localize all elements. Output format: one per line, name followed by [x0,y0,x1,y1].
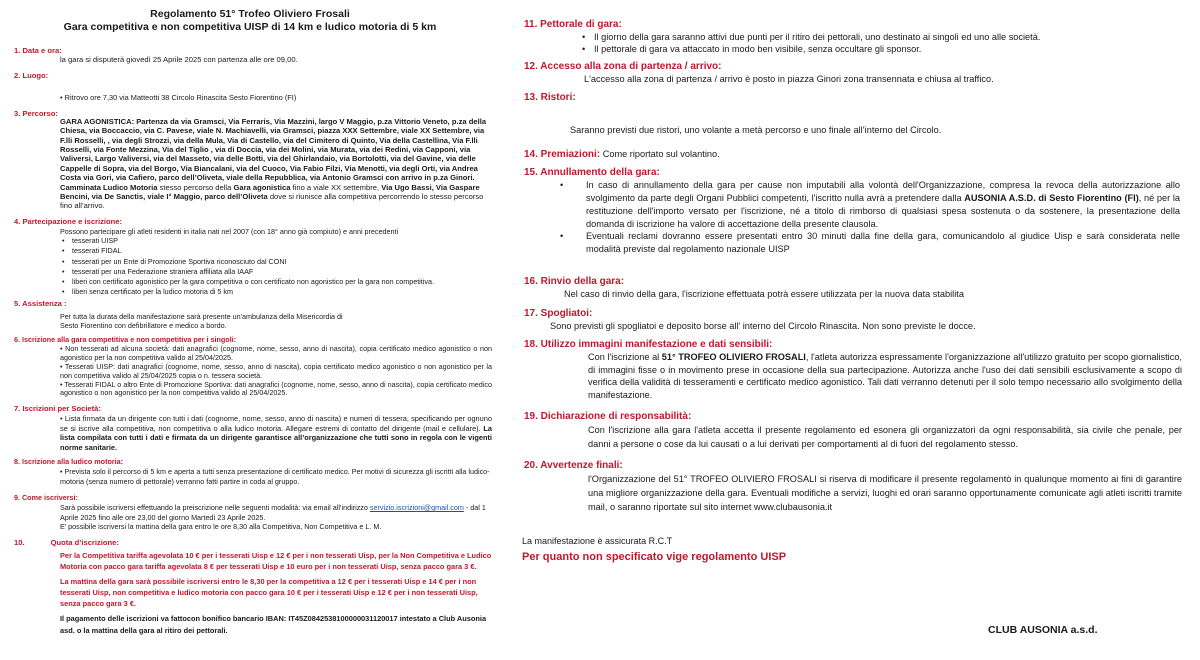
section-heading-row [14,538,500,548]
list-item: • Il pettorale di gara va attaccato in modo ben visibile, senza occultare gli sponsor. [588,43,1180,55]
list-item: • Eventuali reclami dovranno essere presentati entro 30 minuti dalla fine della gara, comunicandolo al giudice Uisp e sarà considerata nelle modalità previste dal regolamento nazionale UISP [560,230,1180,256]
fee-advance: Per la Competitiva tariffa agevolata 10 € per i tesserati Uisp e 12 € per i non tesserati Uisp, per la Non Competitiva e Ludico Motoria con pacco gara tariffa agevolata 8 € per tesserati Uisp e 10 euro per i non tesserati Uisp, senza pacco gara 3 €. [60,550,492,572]
section-text: Con l'iscrizione al [588,352,662,363]
list-item: • tesserati FIDAL [60,246,492,256]
section-heading: 6. Iscrizione alla gara competitiva e non competitiva per i singoli: [14,335,237,345]
camminata-text: fino a viale XX settembre, [290,182,382,192]
section-text-bold: 51° TROFEO OLIVIERO FROSALI [661,352,806,363]
section-text: la gara si disputerà giovedì 25 Aprile 2025 con partenza alle ore 09,00. [60,55,298,64]
list-item: • liberi con certificato agonistico per la gara competitiva o con certificato non agonistico per la gara non competitiva. [60,277,492,287]
section-text: Come riportato sul volantino. [600,149,720,160]
camminata-text: Gara agonistica [233,182,291,192]
section-20 [508,459,1200,514]
section-10 [0,538,500,637]
bullet-dot: • [60,467,65,477]
right-column [508,0,1200,563]
section-heading: 2. Luogo: [14,71,49,81]
list-item: • Tesserati UISP: dati anagrafici (cognome, nome, sesso, anno di nascita), copia certificato medico agonistico o non agonistico per la non competitiva valido al 25/04/2025 copia o n. tessera società. [60,363,492,381]
section-14 [508,148,1200,161]
payment-info: Il pagamento delle iscrizioni va fattocon bonifico bancario IBAN: IT45Z0842538100000031120017 intestato a Club Ausonia asd. o la mattina della gara al ritiro dei pettorali. [60,613,487,635]
list-item: • tesserati per un Ente di Promozione Sportiva riconosciuto dal CONI [60,257,492,267]
club-signature: CLUB AUSONIA a.s.d. [988,624,1098,636]
section-text: Con l'iscrizione alla gara l'atleta accetta il presente regolamento ed esonera gli organizzatori da ogni responsabilità, sia civile che penale, per danni a persone o cose da lui causati o a lui derivati per comportamenti al di fuori del regolamento stesso. [588,424,1182,449]
section-text: l'Organizzazione del 51° TROFEO OLIVIERO FROSALI si riserva di modificare il presente regolamentò in qualunque momento ai fini di garantire una migliore organizzazione della gara. Eventuali modifiche a servizi, luoghi ed orari saranno opportunamente comunicate agli atleti iscritti tramite mail, o saranno riportate sul sito internet www.clubausonia.it [588,473,1182,512]
section-heading: 12. Accesso alla zona di partenza / arrivo: [524,61,722,72]
section-3 [0,109,500,211]
camminata-text: dove si riunisce alla competitiva percorrendo lo stesso percorso fino all’arrivo. [60,192,484,211]
section-15 [508,166,1200,256]
section-2 [0,71,500,102]
section-text: Nel caso di rinvio della gara, l'iscrizione effettuata potrà essere utilizzata per la nuova data stabilita [564,288,964,299]
section-heading: 4. Partecipazione e iscrizione: [14,216,123,226]
item-text-bold: AUSONIA A.S.D. di Sesto Fiorentino (FI) [964,192,1139,203]
section-4 [0,217,500,298]
section-heading: 13. Ristori: [524,91,576,103]
section-heading-row [524,148,1200,161]
list-item: • Ritrovo ore 7,30 via Matteotti 38 Circolo Rinascita Sesto Fiorentino (FI) [60,93,492,102]
section-heading: 5. Assistenza : [14,298,67,308]
section-text: Lista firmata da un dirigente con tutti i dati (cognome, nome, sesso, anno di nascita) e numeri di tessera, specificando per ognuno se si iscrive alla competitiva, non competitiva o alla ludico motoria. Allegare estremi di contatto del dirigente (mail e cellulare). [60,414,492,433]
section-text: - dal 1 Aprile 2025 fino alle ore 23,00 del giorno Martedì 23 Aprile 2025. [60,503,486,522]
section-number: 10. [14,537,25,547]
document-title: Regolamento 51° Trofeo Oliviero Frosali [150,8,350,20]
section-12 [508,60,1200,86]
section-heading: 9. Come iscriversi: [14,493,78,503]
section-1 [0,46,500,64]
section-heading: 1. Data e ora: [14,46,62,55]
section-text: Prevista solo il percorso di 5 km e aperta a tutti senza presentazione di certificato medico. Per motivi di sicurezza gli iscritti alla ludico-motoria (senza numero di pettorale) verranno fatti partire in coda al gruppo. [60,467,490,487]
camminata-text: stesso percorso della [157,182,234,192]
camminata-label: Camminata Ludico Motoria [60,182,158,192]
list-item: • Tesserati FIDAL o altro Ente di Promozione Sportiva: dati anagrafici (cognome, nome, sesso, anno di nascita), copia certificato medico agonistico o non agonistico per la non competitiva valido al 25/04/2025. [60,381,492,399]
section-heading: 11. Pettorale di gara: [524,19,622,30]
section-heading: 16. Rinvio della gara: [524,275,625,287]
section-8 [0,457,500,487]
section-5 [0,299,500,331]
section-heading: 14. Premiazioni: [524,149,601,161]
gara-agonistica-route: Partenza da via Gramsci, Via Ferraris, Via Mazzini, largo V Maggio, p.za Vittorio Veneto, p.za della Chiesa, via Boccaccio, via C. Pavese, viale N. Machiavelli, via Gramsci, piazza XXX Settembre, viale XX Settembre, via F.lli Rosselli, , via degli Strozzi, via della Mula, Via di Castello, via del Cimitero di Quinto, Via della Castellina, Via F.lli Rosselli, via Fonte Mezzina, Via del Tiglio , via di Doccia, via dei Molini, via Murata, via dei Redini, via Capponi, via Valiversi, Largo Valiversi, via del Masseto, via delle Botti, via del Ghirlandaio, via Bortolotti, via del Gavine, via delle Cappelle di Sopra, via del Borgo, Via Biancalani, via del Cuoco, Via Fabio Filzi, Via Menotti, via degli Orti, via Andrea Costa via Gori, via Cafiero, parco dell’Oliveta, viale della Repubblica, via Antonio Gramsci con arrivo in p.za Ginori. [60,116,487,183]
section-16 [508,275,1200,301]
list-item: • Il giorno della gara saranno attivi due punti per il ritiro dei pettorali, uno destinato ai singoli ed uno alle società. [588,31,1180,43]
section-11 [508,18,1200,55]
section-9 [0,493,500,532]
section-heading: 18. Utilizzo immagini manifestazione e dati sensibili: [524,339,773,351]
camminata-text: Via Ugo Bassi, Via Gaspare Bencini, via De Sanctis, viale I° Maggio, parco dell’Oliveta [60,182,480,202]
section-6 [0,335,500,398]
section-heading: 3. Percorso: [14,108,58,118]
list-item: • liberi senza certificato per la ludico motoria di 5 km [60,287,492,297]
section-17 [508,307,1200,333]
gara-agonistica-label: GARA AGONISTICA: [60,116,135,126]
list-item: • tesserati per una Federazione straniera affiliata alla IAAF [60,267,492,277]
item-text: In caso di annullamento della gara per cause non imputabili alla volontà dell'Organizzazione, compresa la revoca della autorizzazione allo svolgimento da parte degli Organi Pubblici competenti, l'iscritto nulla avrà a pretendere dalla [586,180,1180,203]
section-text: Per tutta la durata della manifestazione sarà presente un'ambulanza della Misericordia di Sesto Fiorentino con defibrillatore e medico a bordo. [60,311,343,330]
section-intro: Possono partecipare gli atleti residenti in italia nati nel 2007 (con 18° anno già compiuto) e anni precedenti [60,226,399,236]
left-column [0,0,500,637]
list-item: • Non tesserati ad alcuna società: dati anagrafici (cognome, nome, sesso, anno di nascita), copia certificato medico agonistico o non agonistico per la non competitiva valido al 25/04/2025. [60,345,492,363]
section-text-bold: La lista compilata con tutti i dati e firmata da un dirigente garantisce all’organizzazione che tutti sono in regola con le vigenti norme sanitarie. [60,423,492,452]
section-13 [508,91,1200,137]
section-heading: Quota d’iscrizione: [50,537,119,547]
section-heading: 7. Iscrizioni per Società: [14,404,101,414]
section-heading: 15. Annullamento della gara: [524,167,660,179]
fee-race-day: La mattina della gara sarà possibile iscriversi entro le 8,30 per la competitiva a 12 € per i tesserati Uisp e 14 € per i non tesserati Uisp, non competitiva e ludico motoria con pacco gara 10 € per i tesserati Uisp e 12 € per i non tesserati Uisp, senza pacco gara 3 €. [60,576,478,609]
section-text: Sono previsti gli spogliatoi e deposito borse all’ interno del Circolo Rinascita. Non sono previste le docce. [550,320,976,331]
section-text: Sarà possibile iscriversi effettuando la preiscrizione nelle seguenti modalità: via email all’indirizzo [60,503,370,513]
list-item [560,179,1180,230]
section-text: E’ possibile iscriversi la mattina della gara entro le ore 8,30 alla Competitiva, Non Competitiva e L. M. [60,522,382,532]
insurance-note: La manifestazione è assicurata R.C.T [522,535,673,546]
section-heading: 19. Dichiarazione di responsabilità: [524,410,692,422]
email-link[interactable]: servizio.iscrizioni@gmail.com [369,503,464,513]
section-heading: 20. Avvertenze finali: [524,459,623,471]
section-text: Saranno previsti due ristori, uno volante a metà percorso e uno finale all’interno del Circolo. [570,124,942,135]
bullet-dot: • [60,414,65,424]
section-text: L'accesso alla zona di partenza / arrivo è posto in piazza Ginori zona transennata e chiusa al traffico. [584,74,994,84]
document-subtitle: Gara competitiva e non competitiva UISP di 14 km e ludico motoria di 5 km [63,21,437,33]
list-item: • tesserati UISP [60,236,492,246]
item-text: , né per la restituzione dell'importo versato per l'iscrizione, né a titolo di rimborso di qualsiasi spesa sostenuta o da sostenere, la presentazione della domanda di iscrizione ha valore di accettazione della presente clausola. [586,192,1181,229]
section-18 [508,338,1200,401]
section-7 [0,404,500,452]
uisp-note: Per quanto non specificato vige regolamento UISP [522,550,787,563]
section-heading: 8. Iscrizione alla ludico motoria: [14,457,124,467]
section-text: , l'atleta autorizza espressamente l'organizzazione all'utilizzo gratuito per scopo giornalistico, di immagini fisse o in movimento prese in occasione della sua partecipazione. Autorizza anche l'uso dei dati sensibili esclusivamente a scopo di verifica della validità di tesseramenti e certificato medico agonistico. Tali dati verranno detenuti per il solo tempo necessario allo svolgimento della manifestazione. [588,352,1182,400]
section-19 [508,410,1200,451]
section-heading: 17. Spogliatoi: [524,307,593,319]
